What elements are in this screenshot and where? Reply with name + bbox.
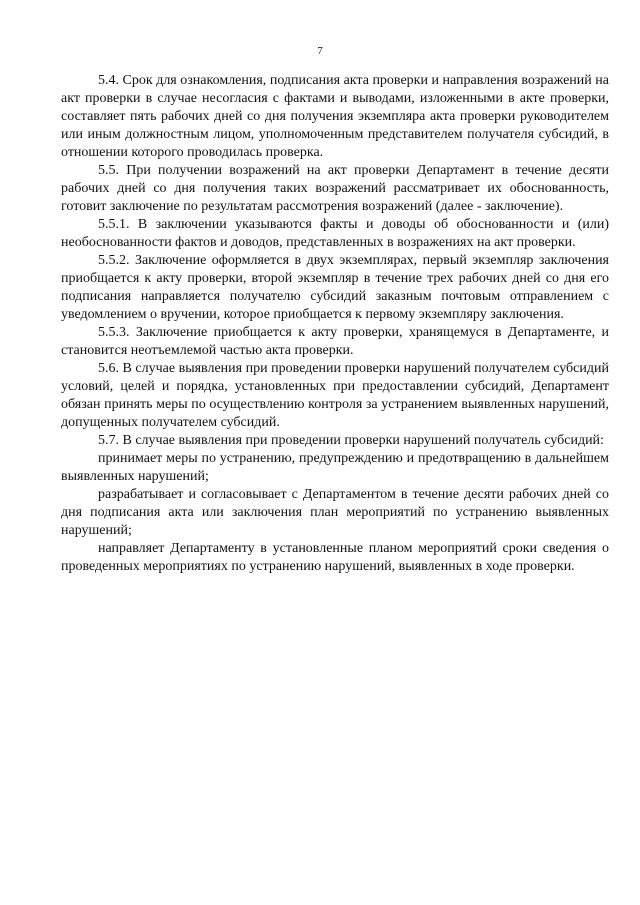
paragraph-5-6: 5.6. В случае выявления при проведении проверки нарушений получателем субсидий условий, целей и порядка, установленных при предоставлении субсидий, Департамент обязан принять меры по осуществлению контроля за устранением выявленных нарушений, допущенных получателем субсидий. (61, 361, 609, 430)
paragraph-5-7-item-3: направляет Департаменту в установленные планом мероприятий сроки сведения о проведенных мероприятиях по устранению нарушений, выявленных в ходе проверки. (61, 541, 609, 574)
paragraph-5-7-item-2: разрабатывает и согласовывает с Департаментом в течение десяти рабочих дней со дня подписания акта или заключения план мероприятий по устранению выявленных нарушений; (61, 487, 609, 538)
paragraph-5-5-3: 5.5.3. Заключение приобщается к акту проверки, хранящемуся в Департаменте, и становится неотъемлемой частью акта проверки. (61, 325, 609, 358)
document-body (61, 72, 609, 576)
paragraph-5-5: 5.5. При получении возражений на акт проверки Департамент в течение десяти рабочих дней со дня получения таких возражений рассматривает их обоснованность, готовит заключение по результатам рассмотрения возражений (далее - заключение). (61, 163, 609, 214)
paragraph-5-7-item-1: принимает меры по устранению, предупреждению и предотвращению в дальнейшем выявленных нарушений; (61, 451, 609, 484)
paragraph-5-5-2: 5.5.2. Заключение оформляется в двух экземплярах, первый экземпляр заключения приобщается к акту проверки, второй экземпляр в течение трех рабочих дней со дня его подписания направляется получателю субсидий заказным почтовым отправлением с уведомлением о вручении, которое приобщается к первому экземпляру заключения. (61, 253, 609, 322)
paragraph-5-5-1: 5.5.1. В заключении указываются факты и доводы об обоснованности и (или) необоснованности фактов и доводов, представленных в возражениях на акт проверки. (61, 217, 609, 250)
paragraph-5-7: 5.7. В случае выявления при проведении проверки нарушений получатель субсидий: (98, 433, 604, 448)
paragraph-5-4: 5.4. Срок для ознакомления, подписания акта проверки и направления возражений на акт проверки в случае несогласия с фактами и выводами, изложенными в акте проверки, составляет пять рабочих дней со дня получения экземпляра акта проверки руководителем или иным должностным лицом, уполномоченным представителем получателя субсидий, в отношении которого проводилась проверка. (61, 73, 609, 160)
page-number: 7 (317, 45, 323, 57)
